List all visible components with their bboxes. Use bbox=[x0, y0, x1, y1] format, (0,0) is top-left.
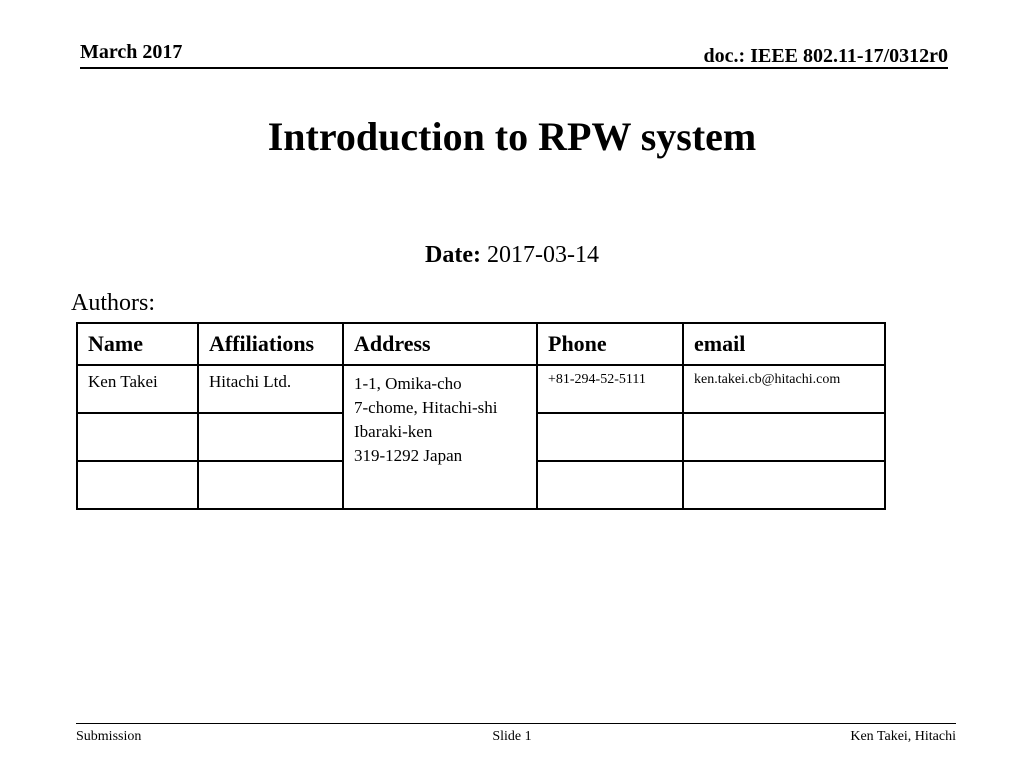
empty-cell bbox=[198, 413, 343, 461]
date-line bbox=[0, 242, 1024, 269]
header-divider bbox=[80, 67, 948, 69]
empty-cell bbox=[198, 461, 343, 509]
header-date: March 2017 bbox=[80, 41, 183, 63]
author-affiliation: Hitachi Ltd. bbox=[198, 365, 343, 413]
authors-table bbox=[76, 322, 886, 510]
address-line: Ibaraki-ken bbox=[354, 422, 433, 441]
date-label: Date: bbox=[425, 242, 481, 268]
author-email: ken.takei.cb@hitachi.com bbox=[683, 365, 885, 413]
author-phone: +81-294-52-5111 bbox=[537, 365, 683, 413]
empty-cell bbox=[683, 461, 885, 509]
address-line: 319-1292 Japan bbox=[354, 446, 463, 465]
empty-cell bbox=[537, 461, 683, 509]
address-line: 1-1, Omika-cho bbox=[354, 374, 462, 393]
empty-cell bbox=[683, 413, 885, 461]
empty-cell bbox=[77, 461, 198, 509]
footer-author: Ken Takei, Hitachi bbox=[850, 729, 956, 744]
empty-cell bbox=[77, 413, 198, 461]
header-address: Address bbox=[343, 323, 537, 365]
empty-cell bbox=[537, 413, 683, 461]
slide-title: Introduction to RPW system bbox=[267, 114, 757, 159]
slide-number: Slide 1 bbox=[492, 729, 532, 744]
author-address bbox=[343, 365, 537, 509]
header-doc-id: doc.: IEEE 802.11-17/0312r0 bbox=[703, 45, 948, 67]
footer-divider bbox=[76, 723, 956, 724]
header-affiliations: Affiliations bbox=[198, 323, 343, 365]
author-name: Ken Takei bbox=[77, 365, 198, 413]
header-phone: Phone bbox=[537, 323, 683, 365]
address-line: 7-chome, Hitachi-shi bbox=[354, 398, 498, 417]
footer-submission: Submission bbox=[76, 729, 142, 744]
table-header-row bbox=[77, 323, 885, 365]
table-row bbox=[77, 365, 885, 413]
authors-label: Authors: bbox=[71, 290, 155, 316]
header-email: email bbox=[683, 323, 885, 365]
header-name: Name bbox=[77, 323, 198, 365]
date-value: 2017-03-14 bbox=[486, 242, 599, 268]
